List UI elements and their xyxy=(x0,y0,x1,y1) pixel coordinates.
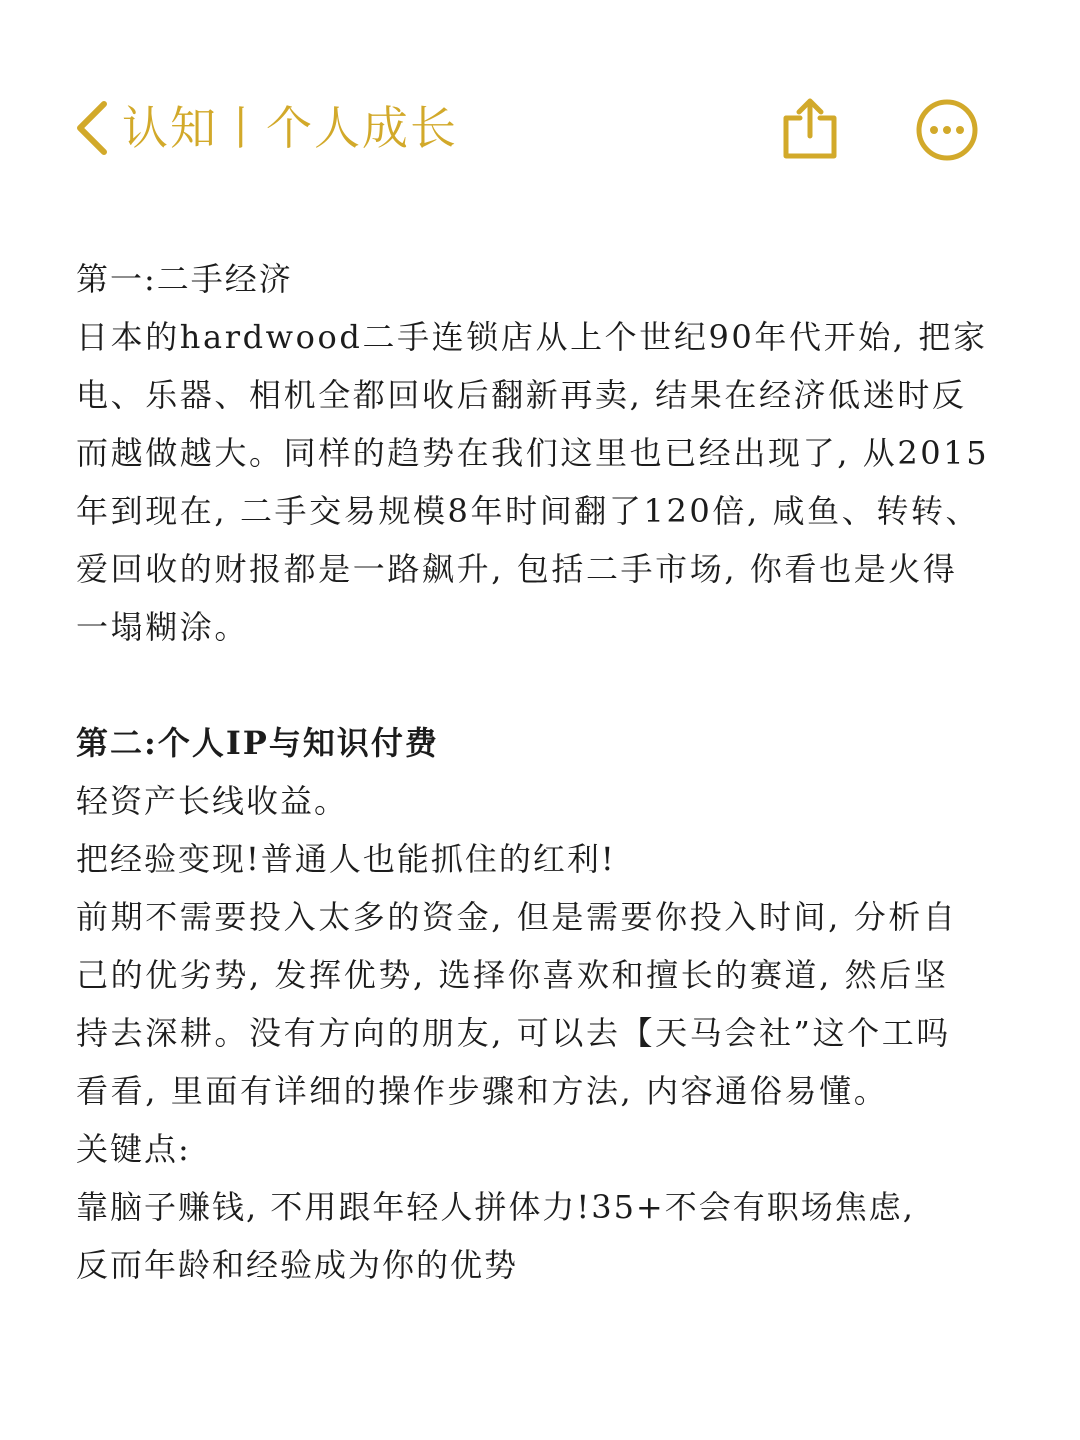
section-2-line: 前期不需要投入太多的资金, 但是需要你投入时间, 分析自 xyxy=(76,898,958,936)
section-1-line: 年到现在, 二手交易规模8年时间翻了120倍, 咸鱼、转转、 xyxy=(76,492,981,530)
section-1-title: 第一:二手经济 xyxy=(76,260,293,298)
back-button[interactable] xyxy=(72,98,458,158)
section-1-line: 爱回收的财报都是一路飙升, 包括二手市场, 你看也是火得 xyxy=(76,550,958,588)
key-point-line: 反而年龄和经验成为你的优势 xyxy=(76,1246,519,1284)
section-2-line: 看看, 里面有详细的操作步骤和方法, 内容通俗易懂。 xyxy=(76,1072,889,1110)
chevron-left-icon xyxy=(72,98,112,158)
key-points-label: 关键点: xyxy=(76,1130,191,1168)
note-body[interactable] xyxy=(76,250,1012,1294)
section-spacer xyxy=(76,656,1012,714)
more-icon[interactable] xyxy=(914,97,980,163)
section-1-line: 日本的hardwood二手连锁店从上个世纪90年代开始, 把家 xyxy=(76,318,988,356)
section-1-line: 电、乐器、相机全都回收后翻新再卖, 结果在经济低迷时反 xyxy=(76,376,967,414)
section-2-line: 把经验变现!普通人也能抓住的红利! xyxy=(76,840,616,878)
section-1-line: 而越做越大。同样的趋势在我们这里也已经出现了, 从2015 xyxy=(76,434,990,472)
section-2-line: 轻资产长线收益。 xyxy=(76,782,349,820)
section-2-line: 持去深耕。没有方向的朋友, 可以去【天马会社”这个工吗 xyxy=(76,1014,951,1052)
share-icon[interactable] xyxy=(778,96,842,162)
key-point-line: 靠脑子赚钱, 不用跟年轻人拼体力!35+不会有职场焦虑, xyxy=(76,1188,915,1226)
nav-header xyxy=(0,0,1080,200)
section-1-line: 一塌糊涂。 xyxy=(76,608,250,646)
notebook-title: 认知丨个人成长 xyxy=(122,101,458,155)
section-2-title: 第二:个人IP与知识付费 xyxy=(76,724,439,762)
section-2-line: 己的优劣势, 发挥优势, 选择你喜欢和擅长的赛道, 然后坚 xyxy=(76,956,949,994)
